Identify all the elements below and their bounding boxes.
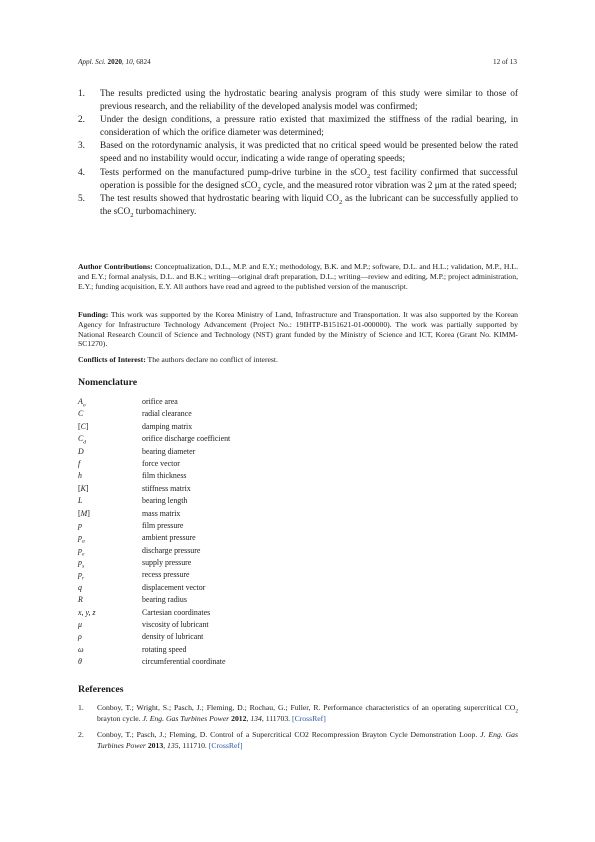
- reference-pages: 111710.: [182, 741, 207, 750]
- nomenclature-row: [78, 408, 478, 420]
- nomenclature-definition: stiffness matrix: [142, 483, 191, 493]
- nomenclature-symbol: ω: [78, 644, 84, 654]
- reference-number: 1.: [78, 703, 84, 712]
- nomenclature-row: [78, 396, 478, 408]
- item-number: 4.: [78, 167, 85, 178]
- nomenclature-definition: film thickness: [142, 471, 187, 481]
- reference-year: 2012: [231, 714, 247, 723]
- nomenclature-definition: bearing radius: [142, 595, 187, 605]
- nomenclature-symbol: p: [78, 520, 82, 530]
- reference-pages: 111703.: [265, 714, 291, 723]
- conclusion-item: [78, 167, 518, 193]
- nomenclature-symbol: x, y, z: [78, 607, 96, 617]
- reference-authors-title: Conboy, T.; Wright, S.; Pasch, J.; Fleming, D.; Rochau, G.; Fuller, R. Performance characteristics of an operating supercritical $CO_2$ brayton cycle.: [97, 703, 518, 723]
- nomenclature-row: [78, 594, 478, 606]
- nomenclature-row: [78, 421, 478, 433]
- author-contributions: [78, 262, 518, 291]
- nomenclature-symbol: $p_r$: [78, 570, 85, 583]
- nomenclature-definition: discharge pressure: [142, 545, 201, 555]
- nomenclature-list: [78, 396, 478, 669]
- nomenclature-symbol: $p_e$: [78, 545, 85, 558]
- page-number: 12 of 13: [493, 58, 517, 66]
- nomenclature-symbol: [M]: [78, 508, 90, 518]
- conflicts-text: The authors declare no conflict of interest.: [147, 355, 278, 364]
- nomenclature-symbol: [C]: [78, 421, 89, 431]
- nomenclature-symbol: ρ: [78, 632, 82, 642]
- nomenclature-definition: bearing diameter: [142, 446, 196, 456]
- nomenclature-row: [78, 470, 478, 482]
- reference-authors-title: Conboy, T.; Pasch, J.; Fleming, D. Control of a Supercritical CO2 Recompression Brayton Cycle Demonstration Loop.: [97, 730, 481, 739]
- nomenclature-row: [78, 644, 478, 656]
- journal-volume: 10: [125, 58, 133, 66]
- nomenclature-symbol: $A_o$: [78, 397, 86, 409]
- nomenclature-row: [78, 520, 478, 532]
- nomenclature-definition: orifice area: [142, 397, 178, 406]
- nomenclature-definition: viscosity of lubricant: [142, 620, 209, 630]
- nomenclature-row: [78, 582, 478, 594]
- nomenclature-symbol: C: [78, 409, 84, 419]
- nomenclature-title: Nomenclature: [78, 377, 138, 388]
- item-number: 1.: [78, 89, 85, 99]
- nomenclature-symbol: R: [78, 595, 83, 605]
- nomenclature-row: [78, 483, 478, 495]
- nomenclature-symbol: f: [78, 458, 81, 468]
- nomenclature-symbol: $p_s$: [78, 558, 85, 570]
- item-text: Based on the rotordynamic analysis, it was predicted that no critical speed would be presented below the rated speed and no instability would occur, indicating a wide range of operating speeds;: [100, 141, 518, 165]
- author-contributions-label: Author Contributions:: [78, 262, 153, 271]
- nomenclature-definition: damping matrix: [142, 421, 193, 431]
- reference-year: 2013: [147, 741, 164, 750]
- item-text: The test results showed that hydrostatic bearing with liquid $CO_2$ as the lubricant can be successfully applied to the sCO$_2$ turbomachinery.: [100, 193, 518, 219]
- reference-item: 1. Conboy, T.; Wright, S.; Pasch, J.; Fleming, D.; Rochau, G.; Fuller, R. Performance characteristics of an operating supercritical $CO_2$ brayton cycle. J. Eng. Gas Turbines Power 2012, 134, 111703. [CrossRef]: [78, 703, 518, 723]
- conclusion-item: [78, 193, 518, 219]
- page-header: [78, 58, 517, 70]
- nomenclature-row: [78, 656, 478, 668]
- nomenclature-symbol: θ: [78, 657, 82, 667]
- article-number: 6824: [136, 58, 151, 66]
- nomenclature-definition: force vector: [142, 458, 180, 468]
- reference-number: 2.: [78, 730, 84, 739]
- nomenclature-symbol: $p_a$: [78, 533, 85, 545]
- nomenclature-definition: supply pressure: [142, 558, 192, 568]
- nomenclature-definition: recess pressure: [142, 570, 190, 580]
- nomenclature-row: [78, 532, 478, 544]
- reference-volume: 135: [167, 741, 179, 750]
- nomenclature-definition: Cartesian coordinates: [142, 607, 211, 617]
- nomenclature-symbol: [K]: [78, 483, 89, 493]
- nomenclature-row: [78, 433, 478, 445]
- nomenclature-definition: displacement vector: [142, 582, 206, 592]
- conclusion-item: [78, 140, 518, 166]
- conflicts-of-interest: [78, 355, 518, 365]
- nomenclature-definition: bearing length: [142, 496, 188, 506]
- nomenclature-symbol: μ: [78, 620, 82, 630]
- references-title: References: [78, 684, 124, 695]
- nomenclature-definition: ambient pressure: [142, 533, 196, 543]
- conflicts-label: Conflicts of Interest:: [78, 355, 146, 364]
- reference-item: 2. Conboy, T.; Pasch, J.; Fleming, D. Control of a Supercritical CO2 Recompression Brayton Cycle Demonstration Loop. J. Eng. Gas Turbines Power 2013, 135, 111710. [CrossRef]: [78, 730, 518, 750]
- reference-volume: 134: [250, 714, 262, 723]
- nomenclature-row: [78, 631, 478, 643]
- nomenclature-row: [78, 446, 478, 458]
- journal-year: 2020: [107, 58, 122, 66]
- nomenclature-row: [78, 619, 478, 631]
- author-contributions-text: Conceptualization, D.L., M.P. and E.Y.; methodology, B.K. and M.P.; software, D.L. and H.L.; validation, M.P., H.L. and E.Y.; formal analysis, D.L. and B.K.; writing—original draft preparation, D.L.; writing—review and editing, M.P.; project administration, E.Y.; funding acquisition, E.Y. All authors have read and agreed to the published version of the manuscript.: [78, 262, 518, 291]
- reference-journal: J. Eng. Gas Turbines Power: [142, 714, 230, 723]
- crossref-link[interactable]: [CrossRef]: [292, 714, 326, 723]
- nomenclature-row: [78, 458, 478, 470]
- item-number: 3.: [78, 141, 85, 152]
- funding: [78, 310, 518, 349]
- nomenclature-row: [78, 607, 478, 619]
- conclusion-item: [78, 114, 518, 140]
- nomenclature-definition: film pressure: [142, 520, 184, 530]
- nomenclature-symbol: h: [78, 471, 82, 481]
- nomenclature-definition: density of lubricant: [142, 632, 204, 642]
- journal-citation: Appl. Sci. 2020, 10, 6824: [78, 58, 151, 66]
- nomenclature-definition: circumferential coordinate: [142, 657, 226, 667]
- nomenclature-symbol: D: [78, 446, 84, 456]
- references-list: [78, 702, 518, 756]
- nomenclature-row: [78, 508, 478, 520]
- nomenclature-definition: orifice discharge coefficient: [142, 434, 231, 444]
- nomenclature-definition: mass matrix: [142, 508, 181, 518]
- conclusion-item: [78, 88, 518, 114]
- funding-text: This work was supported by the Korea Ministry of Land, Infrastructure and Transportation. It was also supported by the Korean Agency for Infrastructure Technology Advancement (Project No.: 19IHTP-B151621-01-000000). The work was partially supported by National Research Council of Science and Technology (NST) grant funded by the Ministry of Science and ICT, Korea (Grant No. KIMM-SC1270).: [78, 310, 518, 349]
- item-text: Tests performed on the manufactured pump-drive turbine in the sCO$_2$ test facility confirmed that successful operation is possible for the designed sCO$_2$ cycle, and the measured rotor vibration was 2 μm at the rated speed;: [100, 167, 518, 193]
- crossref-link[interactable]: [CrossRef]: [208, 741, 243, 750]
- nomenclature-definition: rotating speed: [142, 644, 187, 654]
- nomenclature-row: [78, 545, 478, 557]
- item-text: Under the design conditions, a pressure ratio existed that maximized the stiffness of the radial bearing, in consideration of which the orifice diameter was determined;: [100, 115, 518, 139]
- nomenclature-row: [78, 557, 478, 569]
- nomenclature-definition: radial clearance: [142, 409, 192, 419]
- item-number: 5.: [78, 193, 85, 204]
- funding-label: Funding:: [78, 310, 109, 319]
- nomenclature-symbol: q: [78, 582, 82, 592]
- nomenclature-symbol: $C_d$: [78, 434, 87, 446]
- nomenclature-symbol: L: [78, 496, 83, 506]
- conclusions-list: [78, 88, 518, 219]
- nomenclature-row: [78, 569, 478, 581]
- journal-name: Appl. Sci.: [78, 58, 106, 66]
- item-number: 2.: [78, 115, 85, 126]
- reference-journal: J. Eng. Gas Turbines Power: [97, 730, 518, 750]
- item-text: The results predicted using the hydrostatic bearing analysis program of this study were similar to those of previous research, and the reliability of the developed analysis model was confirmed;: [100, 89, 518, 113]
- nomenclature-row: [78, 495, 478, 507]
